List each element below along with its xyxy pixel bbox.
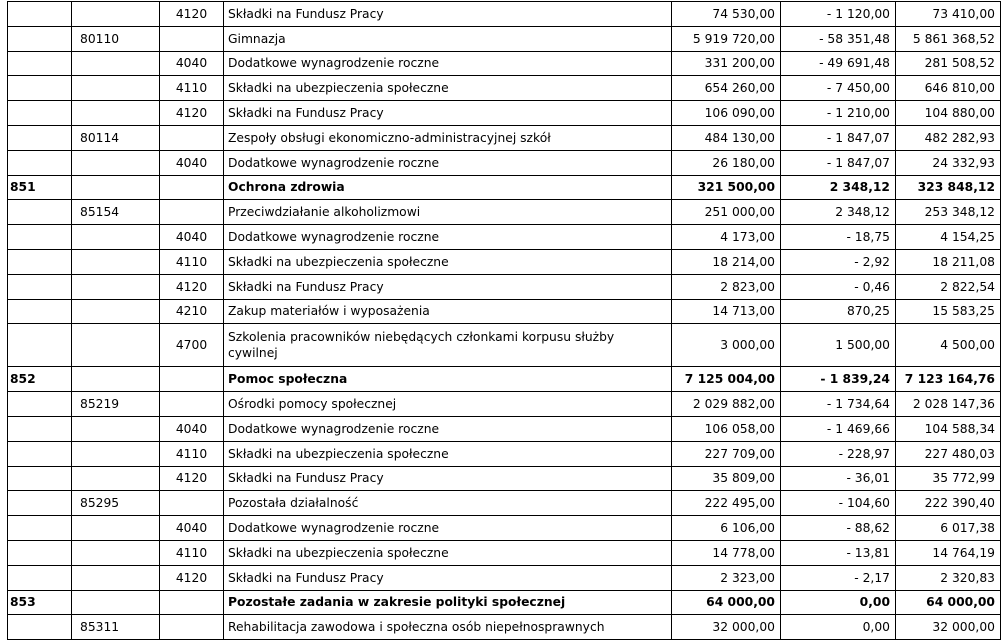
plan-cell: 5 919 720,00 <box>672 26 781 51</box>
rozdzial-cell <box>72 150 160 175</box>
paragraf-cell <box>160 26 224 51</box>
dzial-cell <box>8 540 72 565</box>
rozdzial-cell <box>72 101 160 126</box>
change-cell: 870,25 <box>781 299 896 324</box>
after-change-cell: 482 282,93 <box>896 125 1001 150</box>
plan-cell: 14 713,00 <box>672 299 781 324</box>
plan-cell: 18 214,00 <box>672 249 781 274</box>
change-cell: - 58 351,48 <box>781 26 896 51</box>
change-cell: - 1 847,07 <box>781 150 896 175</box>
plan-cell: 227 709,00 <box>672 441 781 466</box>
name-cell: Szkolenia pracowników niebędących członkami korpusu służby cywilnej <box>224 324 672 367</box>
name-cell: Ośrodki pomocy społecznej <box>224 392 672 417</box>
name-cell: Składki na ubezpieczenia społeczne <box>224 249 672 274</box>
after-change-cell: 5 861 368,52 <box>896 26 1001 51</box>
paragraf-cell <box>160 615 224 640</box>
section-row <box>8 175 1001 200</box>
rozdzial-cell <box>72 565 160 590</box>
after-change-cell: 222 390,40 <box>896 491 1001 516</box>
name-cell: Pozostała działalność <box>224 491 672 516</box>
name-cell: Składki na Fundusz Pracy <box>224 466 672 491</box>
plan-cell: 6 106,00 <box>672 516 781 541</box>
paragraf-cell <box>160 200 224 225</box>
after-change-cell: 104 588,34 <box>896 416 1001 441</box>
change-cell: 1 500,00 <box>781 324 896 367</box>
change-cell: - 1 734,64 <box>781 392 896 417</box>
name-cell: Składki na Fundusz Pracy <box>224 101 672 126</box>
rozdzial-cell: 80110 <box>72 26 160 51</box>
after-change-cell: 7 123 164,76 <box>896 367 1001 392</box>
name-cell: Składki na Fundusz Pracy <box>224 565 672 590</box>
rozdzial-cell: 85154 <box>72 200 160 225</box>
name-cell: Składki na ubezpieczenia społeczne <box>224 540 672 565</box>
change-cell: - 228,97 <box>781 441 896 466</box>
item-row <box>8 274 1001 299</box>
budget-table <box>7 1 1001 640</box>
name-cell: Dodatkowe wynagrodzenie roczne <box>224 225 672 250</box>
change-cell: - 49 691,48 <box>781 51 896 76</box>
paragraf-cell <box>160 125 224 150</box>
name-cell: Składki na ubezpieczenia społeczne <box>224 76 672 101</box>
rozdzial-cell <box>72 76 160 101</box>
plan-cell: 3 000,00 <box>672 324 781 367</box>
dzial-cell <box>8 249 72 274</box>
budget-table-body <box>8 2 1001 640</box>
after-change-cell: 15 583,25 <box>896 299 1001 324</box>
after-change-cell: 64 000,00 <box>896 590 1001 615</box>
rozdzial-cell: 85311 <box>72 615 160 640</box>
change-cell: - 1 469,66 <box>781 416 896 441</box>
dzial-cell <box>8 491 72 516</box>
paragraf-cell: 4120 <box>160 2 224 27</box>
after-change-cell: 253 348,12 <box>896 200 1001 225</box>
paragraf-cell: 4040 <box>160 51 224 76</box>
paragraf-cell: 4110 <box>160 249 224 274</box>
plan-cell: 64 000,00 <box>672 590 781 615</box>
after-change-cell: 14 764,19 <box>896 540 1001 565</box>
plan-cell: 222 495,00 <box>672 491 781 516</box>
plan-cell: 4 173,00 <box>672 225 781 250</box>
plan-cell: 654 260,00 <box>672 76 781 101</box>
after-change-cell: 323 848,12 <box>896 175 1001 200</box>
item-row <box>8 565 1001 590</box>
after-change-cell: 32 000,00 <box>896 615 1001 640</box>
name-cell: Pozostałe zadania w zakresie polityki społecznej <box>224 590 672 615</box>
name-cell: Dodatkowe wynagrodzenie roczne <box>224 150 672 175</box>
plan-cell: 251 000,00 <box>672 200 781 225</box>
name-cell: Gimnazja <box>224 26 672 51</box>
dzial-cell <box>8 324 72 367</box>
item-row <box>8 150 1001 175</box>
change-cell: 0,00 <box>781 615 896 640</box>
item-row <box>8 466 1001 491</box>
change-cell: - 1 847,07 <box>781 125 896 150</box>
change-cell: 2 348,12 <box>781 200 896 225</box>
dzial-cell <box>8 51 72 76</box>
plan-cell: 14 778,00 <box>672 540 781 565</box>
paragraf-cell: 4110 <box>160 441 224 466</box>
name-cell: Składki na Fundusz Pracy <box>224 2 672 27</box>
dzial-cell: 852 <box>8 367 72 392</box>
change-cell: - 36,01 <box>781 466 896 491</box>
item-row <box>8 441 1001 466</box>
item-row <box>8 416 1001 441</box>
name-cell: Zakup materiałów i wyposażenia <box>224 299 672 324</box>
rozdzial-cell: 85295 <box>72 491 160 516</box>
dzial-cell: 851 <box>8 175 72 200</box>
name-cell: Dodatkowe wynagrodzenie roczne <box>224 416 672 441</box>
section-row <box>8 590 1001 615</box>
after-change-cell: 4 500,00 <box>896 324 1001 367</box>
after-change-cell: 2 822,54 <box>896 274 1001 299</box>
change-cell: - 104,60 <box>781 491 896 516</box>
paragraf-cell: 4040 <box>160 416 224 441</box>
dzial-cell <box>8 392 72 417</box>
paragraf-cell <box>160 392 224 417</box>
rozdzial-cell <box>72 299 160 324</box>
plan-cell: 2 029 882,00 <box>672 392 781 417</box>
change-cell: - 1 120,00 <box>781 2 896 27</box>
rozdzial-cell <box>72 516 160 541</box>
rozdzial-cell <box>72 175 160 200</box>
plan-cell: 35 809,00 <box>672 466 781 491</box>
name-cell: Dodatkowe wynagrodzenie roczne <box>224 51 672 76</box>
rozdzial-cell <box>72 2 160 27</box>
after-change-cell: 104 880,00 <box>896 101 1001 126</box>
plan-cell: 26 180,00 <box>672 150 781 175</box>
name-cell: Ochrona zdrowia <box>224 175 672 200</box>
dzial-cell <box>8 466 72 491</box>
subsection-row <box>8 200 1001 225</box>
rozdzial-cell <box>72 466 160 491</box>
rozdzial-cell <box>72 590 160 615</box>
rozdzial-cell <box>72 249 160 274</box>
item-row <box>8 225 1001 250</box>
dzial-cell <box>8 2 72 27</box>
item-row <box>8 299 1001 324</box>
plan-cell: 106 058,00 <box>672 416 781 441</box>
after-change-cell: 73 410,00 <box>896 2 1001 27</box>
item-row <box>8 101 1001 126</box>
subsection-row <box>8 26 1001 51</box>
paragraf-cell: 4120 <box>160 565 224 590</box>
change-cell: - 1 839,24 <box>781 367 896 392</box>
paragraf-cell: 4110 <box>160 76 224 101</box>
subsection-row <box>8 491 1001 516</box>
dzial-cell <box>8 101 72 126</box>
rozdzial-cell <box>72 367 160 392</box>
paragraf-cell: 4040 <box>160 225 224 250</box>
item-row <box>8 2 1001 27</box>
dzial-cell <box>8 299 72 324</box>
dzial-cell <box>8 125 72 150</box>
change-cell: - 13,81 <box>781 540 896 565</box>
dzial-cell <box>8 26 72 51</box>
change-cell: - 2,92 <box>781 249 896 274</box>
item-row <box>8 540 1001 565</box>
name-cell: Dodatkowe wynagrodzenie roczne <box>224 516 672 541</box>
rozdzial-cell <box>72 225 160 250</box>
section-row <box>8 367 1001 392</box>
rozdzial-cell <box>72 416 160 441</box>
paragraf-cell <box>160 367 224 392</box>
rozdzial-cell <box>72 274 160 299</box>
after-change-cell: 35 772,99 <box>896 466 1001 491</box>
after-change-cell: 2 320,83 <box>896 565 1001 590</box>
dzial-cell <box>8 274 72 299</box>
change-cell: - 2,17 <box>781 565 896 590</box>
plan-cell: 74 530,00 <box>672 2 781 27</box>
subsection-row <box>8 125 1001 150</box>
dzial-cell <box>8 76 72 101</box>
paragraf-cell: 4110 <box>160 540 224 565</box>
item-row <box>8 76 1001 101</box>
plan-cell: 2 323,00 <box>672 565 781 590</box>
paragraf-cell: 4700 <box>160 324 224 367</box>
rozdzial-cell <box>72 441 160 466</box>
after-change-cell: 2 028 147,36 <box>896 392 1001 417</box>
plan-cell: 106 090,00 <box>672 101 781 126</box>
plan-cell: 331 200,00 <box>672 51 781 76</box>
after-change-cell: 281 508,52 <box>896 51 1001 76</box>
dzial-cell <box>8 150 72 175</box>
paragraf-cell: 4040 <box>160 150 224 175</box>
item-row <box>8 516 1001 541</box>
name-cell: Zespoły obsługi ekonomiczno-administracyjnej szkół <box>224 125 672 150</box>
rozdzial-cell <box>72 540 160 565</box>
rozdzial-cell <box>72 324 160 367</box>
name-cell: Składki na Fundusz Pracy <box>224 274 672 299</box>
dzial-cell <box>8 416 72 441</box>
name-cell: Pomoc społeczna <box>224 367 672 392</box>
name-cell: Składki na ubezpieczenia społeczne <box>224 441 672 466</box>
dzial-cell <box>8 200 72 225</box>
paragraf-cell: 4120 <box>160 101 224 126</box>
after-change-cell: 24 332,93 <box>896 150 1001 175</box>
paragraf-cell <box>160 491 224 516</box>
rozdzial-cell: 85219 <box>72 392 160 417</box>
item-row <box>8 51 1001 76</box>
dzial-cell <box>8 516 72 541</box>
after-change-cell: 6 017,38 <box>896 516 1001 541</box>
item-row <box>8 324 1001 367</box>
dzial-cell <box>8 615 72 640</box>
change-cell: - 18,75 <box>781 225 896 250</box>
dzial-cell: 853 <box>8 590 72 615</box>
paragraf-cell: 4040 <box>160 516 224 541</box>
change-cell: - 7 450,00 <box>781 76 896 101</box>
dzial-cell <box>8 441 72 466</box>
rozdzial-cell: 80114 <box>72 125 160 150</box>
paragraf-cell: 4120 <box>160 274 224 299</box>
paragraf-cell: 4210 <box>160 299 224 324</box>
change-cell: 0,00 <box>781 590 896 615</box>
after-change-cell: 4 154,25 <box>896 225 1001 250</box>
dzial-cell <box>8 565 72 590</box>
item-row <box>8 249 1001 274</box>
change-cell: - 1 210,00 <box>781 101 896 126</box>
subsection-row <box>8 392 1001 417</box>
rozdzial-cell <box>72 51 160 76</box>
after-change-cell: 227 480,03 <box>896 441 1001 466</box>
plan-cell: 2 823,00 <box>672 274 781 299</box>
name-cell: Rehabilitacja zawodowa i społeczna osób niepełnosprawnych <box>224 615 672 640</box>
plan-cell: 484 130,00 <box>672 125 781 150</box>
after-change-cell: 18 211,08 <box>896 249 1001 274</box>
change-cell: - 88,62 <box>781 516 896 541</box>
paragraf-cell <box>160 590 224 615</box>
subsection-row <box>8 615 1001 640</box>
change-cell: 2 348,12 <box>781 175 896 200</box>
after-change-cell: 646 810,00 <box>896 76 1001 101</box>
dzial-cell <box>8 225 72 250</box>
plan-cell: 321 500,00 <box>672 175 781 200</box>
plan-cell: 32 000,00 <box>672 615 781 640</box>
paragraf-cell <box>160 175 224 200</box>
paragraf-cell: 4120 <box>160 466 224 491</box>
plan-cell: 7 125 004,00 <box>672 367 781 392</box>
name-cell: Przeciwdziałanie alkoholizmowi <box>224 200 672 225</box>
change-cell: - 0,46 <box>781 274 896 299</box>
